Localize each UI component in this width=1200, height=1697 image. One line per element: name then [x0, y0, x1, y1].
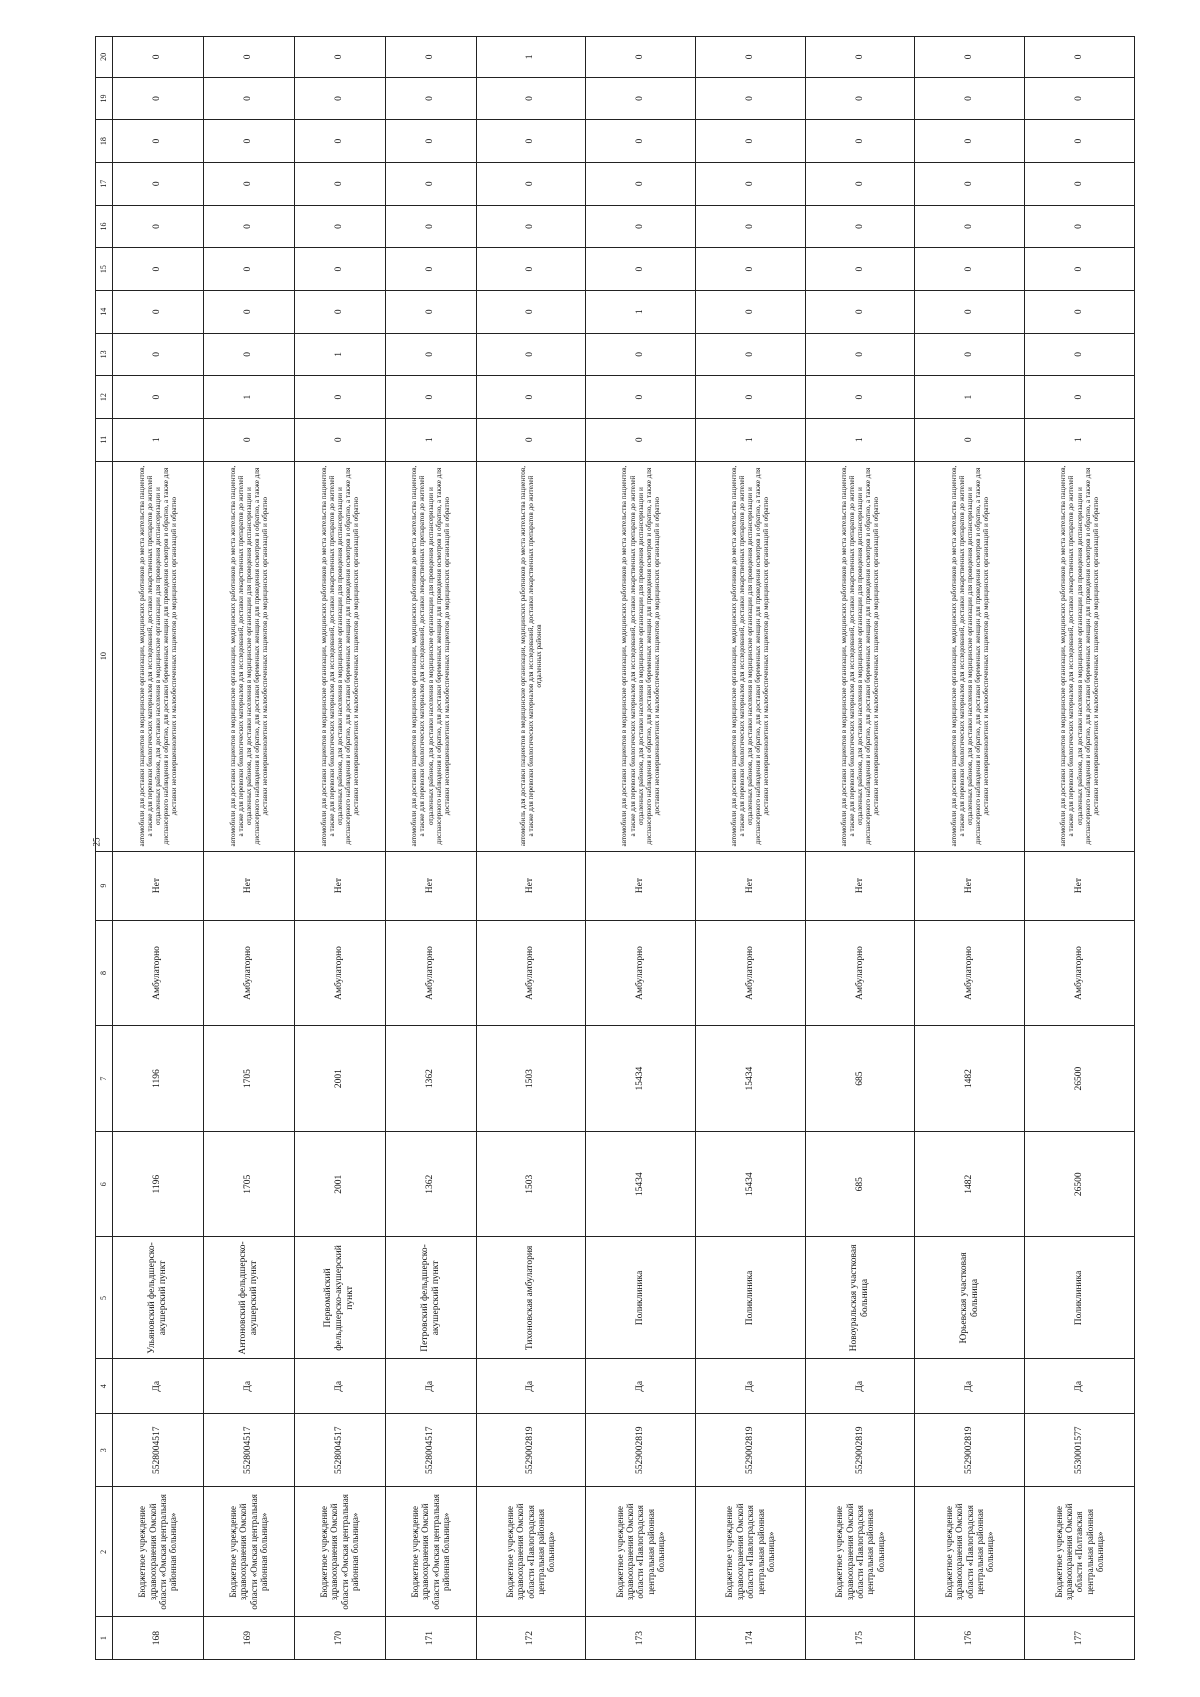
cell-col-1: 173 [586, 1617, 696, 1660]
cell-col-6: 1362 [385, 1131, 476, 1237]
cell-col-12: 0 [113, 376, 204, 419]
cell-col-9: Нет [1025, 851, 1135, 920]
cell-col-3: 5529002819 [476, 1414, 586, 1487]
cell-col-15: 0 [476, 248, 586, 291]
table-row [915, 37, 1025, 1660]
cell-col-12: 1 [915, 376, 1025, 419]
cell-col-16: 0 [476, 205, 586, 248]
cell-col-15: 0 [805, 248, 915, 291]
column-header-12: 12 [96, 376, 113, 419]
cell-col-5: Новоуральская участковая больница [805, 1237, 915, 1359]
cell-col-5: Поликлиника [586, 1237, 696, 1359]
cell-col-13: 0 [805, 333, 915, 376]
column-header-1: 1 [96, 1617, 113, 1660]
cell-col-19: 0 [203, 77, 294, 120]
cell-col-18: 0 [695, 120, 805, 163]
cell-col-16: 0 [113, 205, 204, 248]
cell-col-6: 2001 [294, 1131, 385, 1237]
cell-col-6: 1482 [915, 1131, 1025, 1237]
cell-col-5: Поликлиника [1025, 1237, 1135, 1359]
cell-col-14: 0 [203, 290, 294, 333]
cell-col-14: 0 [113, 290, 204, 333]
cell-col-11: 0 [203, 418, 294, 461]
cell-col-5: Первомайский фельдшерско-акушерский пункт [294, 1237, 385, 1359]
cell-col-2: Бюджетное учреждение здравоохранения Омской области «Омская центральная районная больница» [385, 1487, 476, 1617]
cell-col-4: Да [476, 1359, 586, 1414]
cell-col-3: 5528004517 [113, 1414, 204, 1487]
cell-col-11: 0 [476, 418, 586, 461]
cell-col-1: 177 [1025, 1617, 1135, 1660]
column-header-11: 11 [96, 418, 113, 461]
column-header-17: 17 [96, 162, 113, 205]
cell-col-3: 5528004517 [203, 1414, 294, 1487]
cell-col-14: 0 [294, 290, 385, 333]
cell-col-7: 1482 [915, 1026, 1025, 1132]
cell-col-9: Нет [695, 851, 805, 920]
cell-col-7: 15434 [695, 1026, 805, 1132]
cell-col-6: 1503 [476, 1131, 586, 1237]
cell-col-18: 0 [385, 120, 476, 163]
cell-col-3: 5530001577 [1025, 1414, 1135, 1487]
cell-col-16: 0 [805, 205, 915, 248]
column-header-7: 7 [96, 1026, 113, 1132]
cell-col-2: Бюджетное учреждение здравоохранения Омской области «Омская центральная районная больница» [294, 1487, 385, 1617]
cell-col-5: Юрьевская участковая больница [915, 1237, 1025, 1359]
cell-col-13: 0 [476, 333, 586, 376]
cell-col-11: 1 [695, 418, 805, 461]
cell-col-7: 1503 [476, 1026, 586, 1132]
cell-col-3: 5529002819 [695, 1414, 805, 1487]
cell-col-19: 0 [805, 77, 915, 120]
cell-col-4: Да [915, 1359, 1025, 1414]
cell-col-3: 5528004517 [294, 1414, 385, 1487]
cell-col-2: Бюджетное учреждение здравоохранения Омской области «Павлоградская центральная районная больница» [695, 1487, 805, 1617]
table-row [1025, 37, 1135, 1660]
cell-col-10: автомобили для доставки пациентов в медицинские организации, медицинских работников до места жительства пациентов, а также для перевозки биологических материалов для исследований, доставки лекарственных препаратов до жителей отдаленных районов, для доставки населения в медицинские организации для проведения диспансеризации и диспансерного наблюдения и обратно, для доставки беременных женщин для проведения осмотров и обратно, а также для доставки несовершеннолетних и малообеспеченных пациентов до медицинских организаций и обратно [385, 461, 476, 851]
cell-col-9: Нет [294, 851, 385, 920]
cell-col-15: 0 [695, 248, 805, 291]
cell-col-4: Да [586, 1359, 696, 1414]
cell-col-19: 0 [385, 77, 476, 120]
cell-col-19: 0 [915, 77, 1025, 120]
cell-col-4: Да [385, 1359, 476, 1414]
cell-col-10: автомобили для доставки пациентов в медицинские организации, медицинских работников до места жительства пациентов, а также для перевозки биологических материалов для исследований, доставки лекарственных препаратов до жителей отдаленных районов, для доставки населения в медицинские организации для проведения диспансеризации и диспансерного наблюдения и обратно, для доставки беременных женщин для проведения осмотров и обратно, а также для доставки несовершеннолетних и малообеспеченных пациентов до медицинских организаций и обратно [805, 461, 915, 851]
table-row [385, 37, 476, 1660]
data-table [95, 36, 1135, 1660]
cell-col-8: Амбулаторно [1025, 920, 1135, 1026]
cell-col-9: Нет [203, 851, 294, 920]
cell-col-18: 0 [476, 120, 586, 163]
cell-col-10: автомобиль для доставки пациентов в медицинские организации, медицинских работников до места жительства пациентов, а также для перевозки биологических материалов для исследований, доставки лекарственных препаратов до жителей отдаленных районов [476, 461, 586, 851]
cell-col-1: 168 [113, 1617, 204, 1660]
cell-col-9: Нет [805, 851, 915, 920]
table-row [805, 37, 915, 1660]
cell-col-19: 0 [586, 77, 696, 120]
cell-col-6: 685 [805, 1131, 915, 1237]
column-header-2: 2 [96, 1487, 113, 1617]
cell-col-7: 15434 [586, 1026, 696, 1132]
cell-col-13: 0 [385, 333, 476, 376]
cell-col-1: 169 [203, 1617, 294, 1660]
cell-col-4: Да [294, 1359, 385, 1414]
cell-col-2: Бюджетное учреждение здравоохранения Омской области «Омская центральная районная больница» [113, 1487, 204, 1617]
column-header-8: 8 [96, 920, 113, 1026]
cell-col-2: Бюджетное учреждение здравоохранения Омской области «Омская центральная районная больница» [203, 1487, 294, 1617]
cell-col-6: 1705 [203, 1131, 294, 1237]
cell-col-9: Нет [586, 851, 696, 920]
cell-col-13: 0 [695, 333, 805, 376]
cell-col-17: 0 [294, 162, 385, 205]
cell-col-17: 0 [915, 162, 1025, 205]
column-header-13: 13 [96, 333, 113, 376]
cell-col-12: 1 [203, 376, 294, 419]
cell-col-10: автомобили для доставки пациентов в медицинские организации, медицинских работников до места жительства пациентов, а также для перевозки биологических материалов для исследований, доставки лекарственных препаратов до жителей отдаленных районов, для доставки населения в медицинские организации для проведения диспансеризации и диспансерного наблюдения и обратно, для доставки беременных женщин для проведения осмотров и обратно, а также для доставки несовершеннолетних и малообеспеченных пациентов до медицинских организаций и обратно [113, 461, 204, 851]
cell-col-3: 5529002819 [805, 1414, 915, 1487]
cell-col-12: 0 [695, 376, 805, 419]
cell-col-14: 0 [476, 290, 586, 333]
cell-col-6: 15434 [586, 1131, 696, 1237]
cell-col-20: 0 [294, 37, 385, 78]
cell-col-1: 175 [805, 1617, 915, 1660]
cell-col-14: 0 [1025, 290, 1135, 333]
table-row [294, 37, 385, 1660]
cell-col-5: Ульяновский фельдшерско-акушерский пункт [113, 1237, 204, 1359]
cell-col-9: Нет [476, 851, 586, 920]
cell-col-17: 0 [113, 162, 204, 205]
column-header-6: 6 [96, 1131, 113, 1237]
cell-col-19: 0 [113, 77, 204, 120]
cell-col-2: Бюджетное учреждение здравоохранения Омской области «Павлоградская центральная районная больница» [586, 1487, 696, 1617]
cell-col-10: автомобили для доставки пациентов в медицинские организации, медицинских работников до места жительства пациентов, а также для перевозки биологических материалов для исследований, доставки лекарственных препаратов до жителей отдаленных районов, для доставки населения в медицинские организации для проведения диспансеризации и диспансерного наблюдения и обратно, для доставки беременных женщин для проведения осмотров и обратно, а также для доставки несовершеннолетних и малообеспеченных пациентов до медицинских организаций и обратно [203, 461, 294, 851]
cell-col-6: 26500 [1025, 1131, 1135, 1237]
cell-col-3: 5529002819 [586, 1414, 696, 1487]
cell-col-20: 0 [586, 37, 696, 78]
cell-col-7: 685 [805, 1026, 915, 1132]
cell-col-12: 0 [586, 376, 696, 419]
cell-col-20: 1 [476, 37, 586, 78]
cell-col-17: 0 [385, 162, 476, 205]
cell-col-17: 0 [586, 162, 696, 205]
cell-col-1: 172 [476, 1617, 586, 1660]
cell-col-13: 0 [1025, 333, 1135, 376]
cell-col-10: автомобили для доставки пациентов в медицинские организации, медицинских работников до места жительства пациентов, а также для перевозки биологических материалов для исследований, доставки лекарственных препаратов до жителей отдаленных районов, для доставки населения в медицинские организации для проведения диспансеризации и диспансерного наблюдения и обратно, для доставки беременных женщин для проведения осмотров и обратно, а также для доставки несовершеннолетних и малообеспеченных пациентов до медицинских организаций и обратно [695, 461, 805, 851]
cell-col-4: Да [695, 1359, 805, 1414]
cell-col-17: 0 [695, 162, 805, 205]
cell-col-1: 176 [915, 1617, 1025, 1660]
cell-col-9: Нет [385, 851, 476, 920]
cell-col-7: 1705 [203, 1026, 294, 1132]
cell-col-4: Да [113, 1359, 204, 1414]
cell-col-16: 0 [586, 205, 696, 248]
cell-col-18: 0 [203, 120, 294, 163]
cell-col-4: Да [805, 1359, 915, 1414]
cell-col-20: 0 [805, 37, 915, 78]
cell-col-20: 0 [385, 37, 476, 78]
cell-col-12: 0 [1025, 376, 1135, 419]
cell-col-11: 1 [113, 418, 204, 461]
cell-col-11: 1 [1025, 418, 1135, 461]
cell-col-17: 0 [805, 162, 915, 205]
column-header-20: 20 [96, 37, 113, 78]
column-header-14: 14 [96, 290, 113, 333]
cell-col-3: 5528004517 [385, 1414, 476, 1487]
cell-col-11: 0 [294, 418, 385, 461]
cell-col-5: Петровский фельдшерско-акушерский пункт [385, 1237, 476, 1359]
cell-col-1: 174 [695, 1617, 805, 1660]
cell-col-14: 1 [586, 290, 696, 333]
cell-col-17: 0 [1025, 162, 1135, 205]
cell-col-11: 0 [915, 418, 1025, 461]
cell-col-8: Амбулаторно [695, 920, 805, 1026]
cell-col-12: 0 [476, 376, 586, 419]
column-header-18: 18 [96, 120, 113, 163]
column-header-19: 19 [96, 77, 113, 120]
cell-col-16: 0 [915, 205, 1025, 248]
column-header-5: 5 [96, 1237, 113, 1359]
cell-col-8: Амбулаторно [915, 920, 1025, 1026]
cell-col-12: 0 [805, 376, 915, 419]
table-row [695, 37, 805, 1660]
cell-col-2: Бюджетное учреждение здравоохранения Омской области «Полтавская центральная районная больница» [1025, 1487, 1135, 1617]
cell-col-16: 0 [294, 205, 385, 248]
cell-col-15: 0 [203, 248, 294, 291]
cell-col-3: 5529002819 [915, 1414, 1025, 1487]
cell-col-10: автомобили для доставки пациентов в медицинские организации, медицинских работников до места жительства пациентов, а также для перевозки биологических материалов для исследований, доставки лекарственных препаратов до жителей отдаленных районов, для доставки населения в медицинские организации для проведения диспансеризации и диспансерного наблюдения и обратно, для доставки беременных женщин для проведения осмотров и обратно, а также для доставки несовершеннолетних и малообеспеченных пациентов до медицинских организаций и обратно [1025, 461, 1135, 851]
cell-col-8: Амбулаторно [805, 920, 915, 1026]
cell-col-17: 0 [476, 162, 586, 205]
cell-col-6: 1196 [113, 1131, 204, 1237]
cell-col-13: 0 [586, 333, 696, 376]
cell-col-6: 15434 [695, 1131, 805, 1237]
cell-col-5: Тихоновская амбулатория [476, 1237, 586, 1359]
cell-col-16: 0 [385, 205, 476, 248]
cell-col-8: Амбулаторно [294, 920, 385, 1026]
cell-col-11: 0 [586, 418, 696, 461]
cell-col-7: 26500 [1025, 1026, 1135, 1132]
cell-col-12: 0 [294, 376, 385, 419]
cell-col-15: 0 [385, 248, 476, 291]
cell-col-20: 0 [1025, 37, 1135, 78]
cell-col-1: 171 [385, 1617, 476, 1660]
cell-col-20: 0 [113, 37, 204, 78]
cell-col-20: 0 [695, 37, 805, 78]
cell-col-7: 1362 [385, 1026, 476, 1132]
cell-col-11: 1 [805, 418, 915, 461]
cell-col-19: 0 [695, 77, 805, 120]
cell-col-9: Нет [113, 851, 204, 920]
table-row [203, 37, 294, 1660]
cell-col-13: 0 [915, 333, 1025, 376]
cell-col-14: 0 [385, 290, 476, 333]
cell-col-11: 1 [385, 418, 476, 461]
cell-col-19: 0 [294, 77, 385, 120]
cell-col-8: Амбулаторно [113, 920, 204, 1026]
cell-col-16: 0 [203, 205, 294, 248]
column-header-3: 3 [96, 1414, 113, 1487]
table-row [113, 37, 204, 1660]
cell-col-18: 0 [1025, 120, 1135, 163]
cell-col-13: 0 [113, 333, 204, 376]
cell-col-1: 170 [294, 1617, 385, 1660]
cell-col-15: 0 [586, 248, 696, 291]
cell-col-18: 0 [915, 120, 1025, 163]
table-body [113, 37, 1135, 1660]
column-header-16: 16 [96, 205, 113, 248]
cell-col-4: Да [1025, 1359, 1135, 1414]
table-row [476, 37, 586, 1660]
cell-col-17: 0 [203, 162, 294, 205]
cell-col-9: Нет [915, 851, 1025, 920]
cell-col-15: 0 [1025, 248, 1135, 291]
cell-col-7: 2001 [294, 1026, 385, 1132]
cell-col-15: 0 [915, 248, 1025, 291]
cell-col-14: 0 [805, 290, 915, 333]
cell-col-14: 0 [695, 290, 805, 333]
cell-col-14: 0 [915, 290, 1025, 333]
cell-col-2: Бюджетное учреждение здравоохранения Омской области «Павлоградская центральная районная больница» [476, 1487, 586, 1617]
cell-col-18: 0 [294, 120, 385, 163]
cell-col-8: Амбулаторно [476, 920, 586, 1026]
cell-col-2: Бюджетное учреждение здравоохранения Омской области «Павлоградская центральная районная больница» [805, 1487, 915, 1617]
cell-col-16: 0 [1025, 205, 1135, 248]
cell-col-2: Бюджетное учреждение здравоохранения Омской области «Павлоградская центральная районная больница» [915, 1487, 1025, 1617]
cell-col-18: 0 [586, 120, 696, 163]
cell-col-5: Поликлиника [695, 1237, 805, 1359]
cell-col-19: 0 [476, 77, 586, 120]
column-number-header [96, 37, 113, 1660]
cell-col-10: автомобили для доставки пациентов в медицинские организации, медицинских работников до места жительства пациентов, а также для перевозки биологических материалов для исследований, доставки лекарственных препаратов до жителей отдаленных районов, для доставки населения в медицинские организации для проведения диспансеризации и диспансерного наблюдения и обратно, для доставки беременных женщин для проведения осмотров и обратно, а также для доставки несовершеннолетних и малообеспеченных пациентов до медицинских организаций и обратно [294, 461, 385, 851]
cell-col-7: 1196 [113, 1026, 204, 1132]
cell-col-20: 0 [203, 37, 294, 78]
cell-col-16: 0 [695, 205, 805, 248]
cell-col-19: 0 [1025, 77, 1135, 120]
column-header-9: 9 [96, 851, 113, 920]
cell-col-15: 0 [294, 248, 385, 291]
table-row [586, 37, 696, 1660]
column-header-4: 4 [96, 1359, 113, 1414]
cell-col-13: 0 [203, 333, 294, 376]
cell-col-10: автомобили для доставки пациентов в медицинские организации, медицинских работников до места жительства пациентов, а также для перевозки биологических материалов для исследований, доставки лекарственных препаратов до жителей отдаленных районов, для доставки населения в медицинские организации для проведения диспансеризации и диспансерного наблюдения и обратно, для доставки беременных женщин для проведения осмотров и обратно, а также для доставки несовершеннолетних и малообеспеченных пациентов до медицинских организаций и обратно [586, 461, 696, 851]
cell-col-5: Антоновский фельдшерско-акушерский пункт [203, 1237, 294, 1359]
cell-col-13: 1 [294, 333, 385, 376]
cell-col-18: 0 [805, 120, 915, 163]
cell-col-18: 0 [113, 120, 204, 163]
cell-col-8: Амбулаторно [203, 920, 294, 1026]
cell-col-10: автомобили для доставки пациентов в медицинские организации, медицинских работников до места жительства пациентов, а также для перевозки биологических материалов для исследований, доставки лекарственных препаратов до жителей отдаленных районов, для доставки населения в медицинские организации для проведения диспансеризации и диспансерного наблюдения и обратно, для доставки беременных женщин для проведения осмотров и обратно, а также для доставки несовершеннолетних и малообеспеченных пациентов до медицинских организаций и обратно [915, 461, 1025, 851]
cell-col-8: Амбулаторно [586, 920, 696, 1026]
column-header-10: 10 [96, 461, 113, 851]
rotated-table-container [95, 36, 1135, 1660]
cell-col-15: 0 [113, 248, 204, 291]
cell-col-12: 0 [385, 376, 476, 419]
column-header-15: 15 [96, 248, 113, 291]
cell-col-20: 0 [915, 37, 1025, 78]
page-number: 25 [91, 837, 102, 847]
cell-col-8: Амбулаторно [385, 920, 476, 1026]
cell-col-4: Да [203, 1359, 294, 1414]
